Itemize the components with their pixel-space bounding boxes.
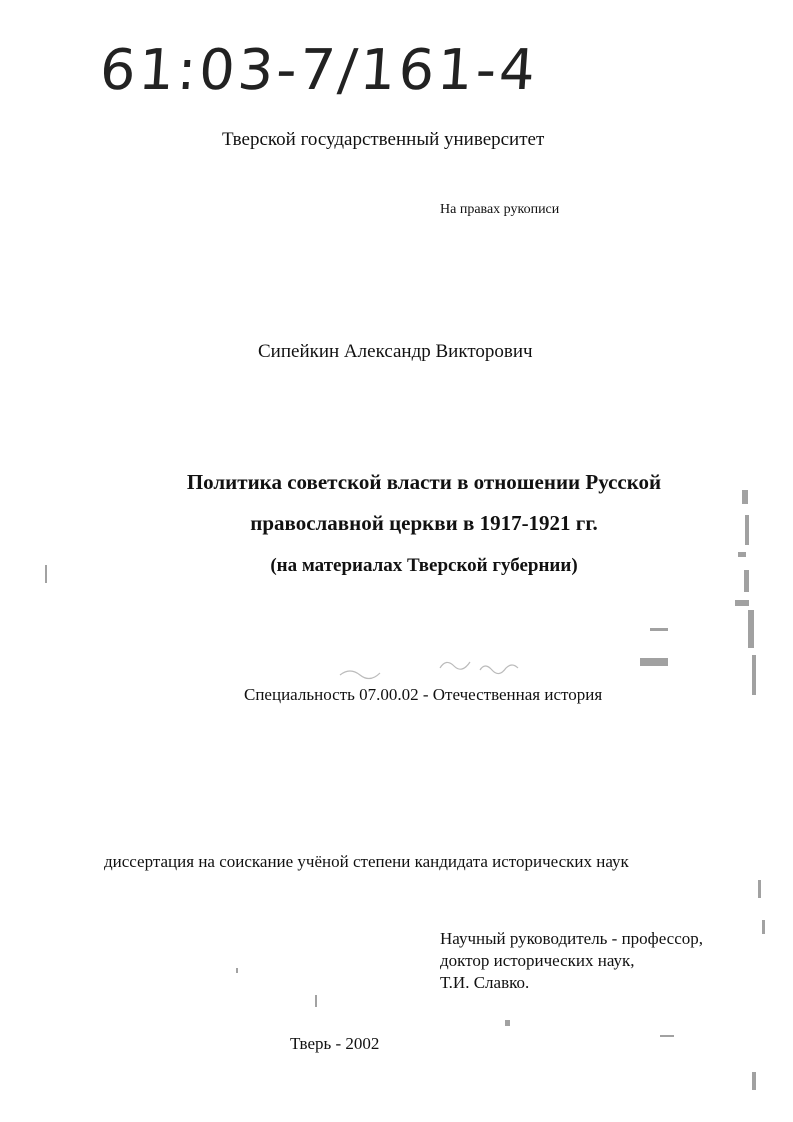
specialty-line: Специальность 07.00.02 - Отечественная история <box>244 685 603 704</box>
university-name: Тверской государственный университет <box>222 129 545 150</box>
author-name: Сипейкин Александр Викторович <box>258 341 533 362</box>
city-year: Тверь - 2002 <box>290 1034 380 1053</box>
manuscript-rights-note: На правах рукописи <box>440 202 560 217</box>
supervisor-degree: доктор исторических наук, <box>440 951 635 970</box>
handwritten-catalog-number: 61:03-7/161-4 <box>97 38 541 103</box>
dissertation-title-line-2: православной церкви в 1917-1921 гг. <box>250 511 598 535</box>
dissertation-subtitle: (на материалах Тверской губернии) <box>270 555 578 576</box>
supervisor-block <box>440 928 703 994</box>
dissertation-title-line-1: Политика советской власти в отношении Русской <box>186 470 662 494</box>
supervisor-name: Т.И. Славко. <box>440 973 530 992</box>
supervisor-role: Научный руководитель - профессор, <box>440 929 704 948</box>
degree-statement: диссертация на соискание учёной степени кандидата исторических наук <box>104 852 629 871</box>
